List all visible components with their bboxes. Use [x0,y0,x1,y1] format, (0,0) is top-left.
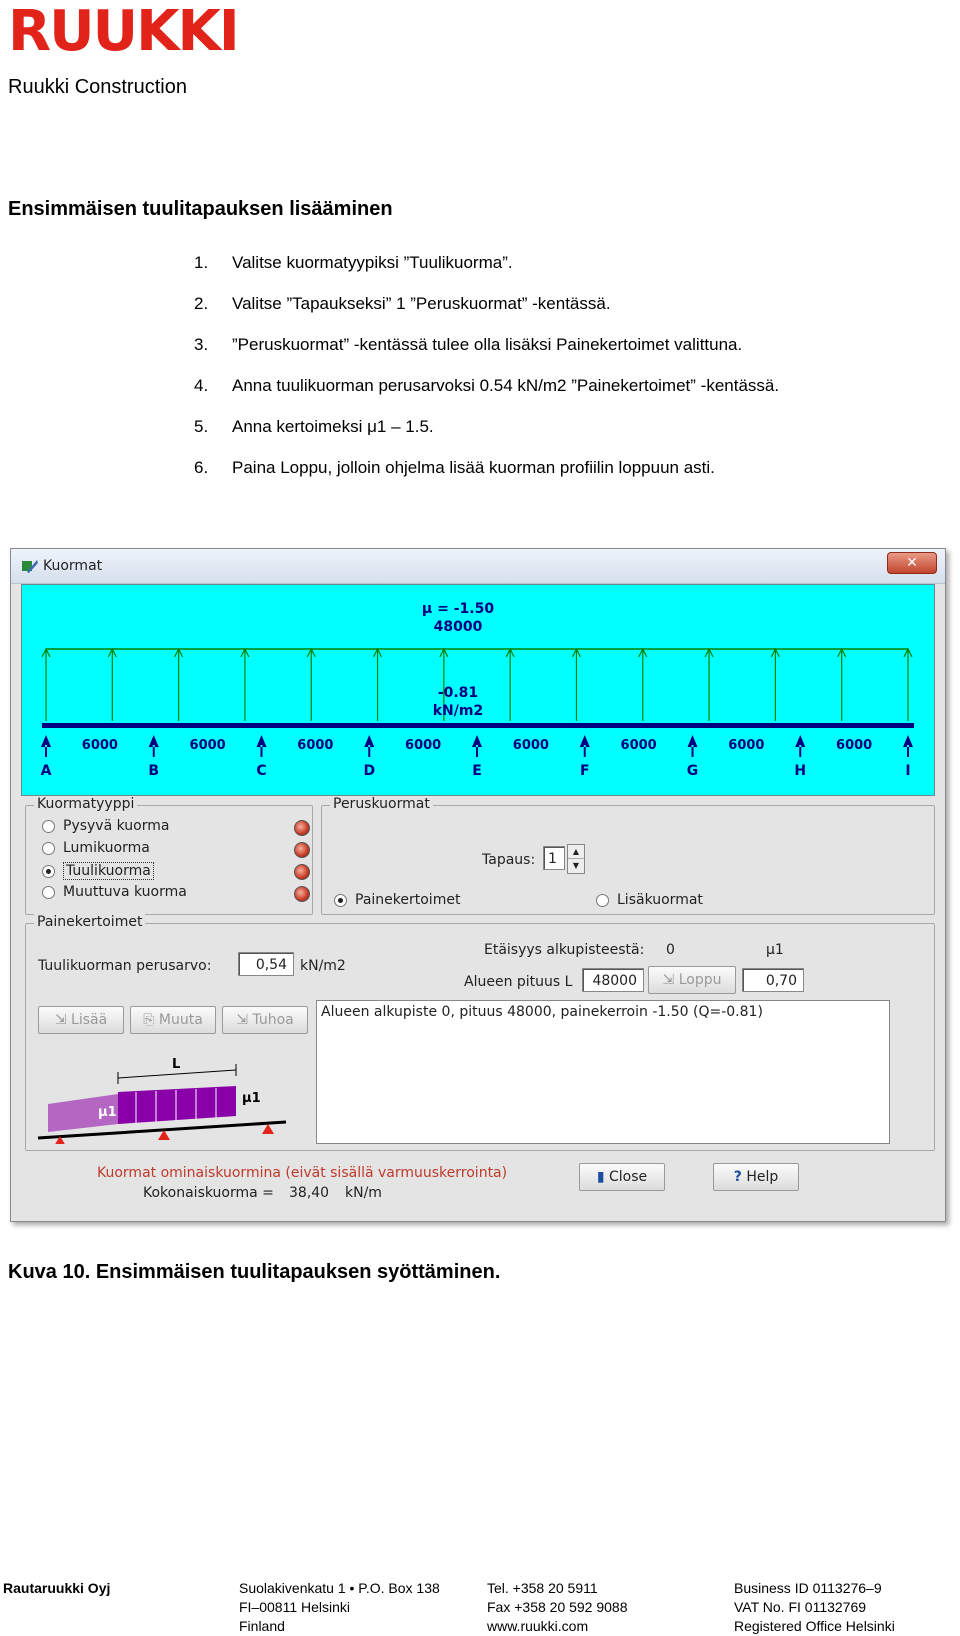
load-arrow [572,649,580,721]
radio-selected-icon[interactable] [42,865,55,878]
peruskuormat-group [321,796,935,915]
support-h [794,735,806,779]
spin-up-icon[interactable]: ▲ [568,845,584,859]
list-item: 4. Anna tuulikuorman perusarvoksi 0.54 kN/m2 ”Painekertoimet” -kentässä. [194,376,780,395]
support-g [687,735,699,779]
sketch-mu1-left: μ1 [98,1105,117,1120]
support-label: H [794,763,807,779]
perusarvo-label: Tuulikuorman perusarvo: [38,958,212,974]
edit-icon: ⎘ [143,1012,159,1028]
painekertoimet-group [25,914,935,1151]
list-item: 2. Valitse ”Tapaukseksi” 1 ”Peruskuormat” -kentässä. [194,294,611,313]
list-item: 6. Paina Loppu, jolloin ohjelma lisää kuorman profiilin loppuun asti. [194,458,715,477]
tapaus-input[interactable]: 1 [543,846,565,870]
load-arrow [42,649,50,721]
color-indicator-icon[interactable] [294,886,310,902]
alueen-label: Alueen pituus L [464,974,573,990]
support-d [363,735,375,779]
span-length-label: 6000 [512,738,549,753]
support-i [903,735,913,779]
support-a [41,735,52,779]
kuormatyyppi-legend: Kuormatyyppi [34,796,137,812]
help-button[interactable]: ? Help [713,1163,799,1191]
support-label: F [579,763,590,779]
kuormat-dialog [10,548,946,1222]
alueen-input[interactable]: 48000 [582,968,644,992]
load-arrow [241,649,249,721]
support-label: E [472,763,482,779]
span-length-label: 6000 [189,738,226,753]
peruskuormat-legend: Peruskuormat [330,796,433,812]
load-diagram [21,584,935,796]
footer-contact: Tel. +358 20 5911 Fax +358 20 592 9088 www.ruukki.com [487,1580,628,1634]
load-arrow [904,649,912,721]
logo-text: RUUKKI [8,4,238,56]
support-label: B [148,763,160,779]
beam [42,723,914,728]
support-f [580,735,590,779]
footer-company: Rautaruukki Oyj [3,1580,111,1596]
tapaus-spinner[interactable] [567,844,585,874]
ruukki-logo [8,4,238,61]
message-line: Alueen alkupiste 0, pituus 48000, painekerroin -1.50 (Q=-0.81) [321,1004,763,1020]
etaisyys-label: Etäisyys alkupisteestä: [484,942,645,958]
window-close-button[interactable]: ✕ [887,552,937,574]
footer-registry: Business ID 0113276–9 VAT No. FI 01132769 Registered Office Helsinki [734,1580,895,1634]
spin-down-icon[interactable]: ▼ [572,861,580,870]
warning-text: Kuormat ominaiskuormina (eivät sisällä varmuuskerrointa) [97,1165,508,1181]
load-arrow [705,649,713,721]
total-label: Kokonaiskuorma = [143,1185,274,1201]
loppu-button[interactable]: ⇲ Loppu [648,966,736,994]
list-item: 5. Anna kertoimeksi μ1 – 1.5. [194,417,434,436]
message-box[interactable] [316,1000,890,1144]
load-arrow [374,649,382,721]
load-value-label: -0.81 [437,685,479,701]
list-item: 1. Valitse kuormatyypiksi ”Tuulikuorma”. [194,253,513,272]
radio-tuulikuorma[interactable]: Tuulikuorma [42,862,154,880]
support-label: D [363,763,376,779]
span-length-label: 6000 [405,738,442,753]
instruction-list [194,253,779,499]
total-unit: kN/m [345,1185,382,1201]
tapaus-label: Tapaus: [482,852,536,868]
radio-icon[interactable] [42,820,55,833]
lisaa-button[interactable]: ⇲ Lisää [38,1006,124,1034]
color-indicator-icon[interactable] [294,864,310,880]
support-e [472,735,482,779]
etaisyys-value: 0 [666,942,675,958]
close-button[interactable]: ▮ Close [579,1163,665,1191]
beam-supports [41,735,913,779]
footer-address: Suolakivenkatu 1 • P.O. Box 138 FI–00811 Helsinki Finland [239,1580,440,1634]
radio-icon[interactable] [42,886,55,899]
window-title: Kuormat [43,558,103,574]
radio-lisakuormat[interactable]: Lisäkuormat [596,892,703,908]
span-length-label: 6000 [620,738,657,753]
door-icon: ▮ [596,1169,605,1185]
kuormatyyppi-group [25,796,313,915]
figure-caption: Kuva 10. Ensimmäisen tuulitapauksen syöttäminen. [8,1261,501,1283]
section-heading: Ensimmäisen tuulitapauksen lisääminen [8,198,393,220]
painekertoimet-legend: Painekertoimet [34,914,145,930]
sketch-mu1-right: μ1 [242,1091,261,1106]
question-icon: ? [733,1169,742,1185]
load-arrow [175,649,183,721]
company-name: Ruukki Construction [8,76,187,98]
radio-icon[interactable] [42,842,55,855]
support-label: G [686,763,699,779]
span-length-label: 6000 [297,738,334,753]
list-item: 3. ”Peruskuormat” -kentässä tulee olla lisäksi Painekertoimet valittuna. [194,335,743,354]
mu1-header: μ1 [766,942,784,958]
load-arrow [771,649,779,721]
span-length-label: 6000 [728,738,765,753]
support-label: C [256,763,267,779]
radio-icon[interactable] [596,894,609,907]
title-bar[interactable] [11,549,945,584]
move-end-icon: ⇲ [662,972,679,988]
wind-profile-sketch [36,1044,296,1148]
span-length-label: 6000 [81,738,118,753]
color-indicator-icon[interactable] [294,820,310,836]
radio-selected-icon[interactable] [334,894,347,907]
load-arrow [307,649,315,721]
radio-muuttuva[interactable]: Muuttuva kuorma [42,884,187,900]
add-icon: ⇲ [54,1012,72,1028]
support-label: I [905,763,911,779]
delete-icon: ⇲ [236,1012,253,1028]
radio-lumikuorma[interactable]: Lumikuorma [42,840,150,856]
radio-pysyva[interactable]: Pysyvä kuorma [42,818,169,834]
support-label: A [40,763,52,779]
load-arrow [639,649,647,721]
tuhoa-button[interactable]: ⇲ Tuhoa [222,1006,308,1034]
perusarvo-unit: kN/m2 [300,958,346,974]
radio-painekertoimet[interactable]: Painekertoimet [334,892,460,908]
color-indicator-icon[interactable] [294,842,310,858]
load-arrow [838,649,846,721]
length-label: 48000 [433,619,483,635]
load-unit-label: kN/m2 [432,703,484,719]
sketch-length-label: L [172,1057,181,1072]
support-b [148,735,159,779]
mu1-input[interactable]: 0,70 [742,968,804,992]
total-value: 38,40 [289,1185,330,1201]
app-icon [21,558,39,578]
span-length-label: 6000 [836,738,873,753]
muuta-button[interactable]: ⎘ Muuta [130,1006,216,1034]
support-c [256,735,266,779]
mu-label: μ = -1.50 [421,601,495,617]
load-arrow [108,649,116,721]
load-arrow [506,649,514,721]
perusarvo-input[interactable]: 0,54 [238,952,294,976]
